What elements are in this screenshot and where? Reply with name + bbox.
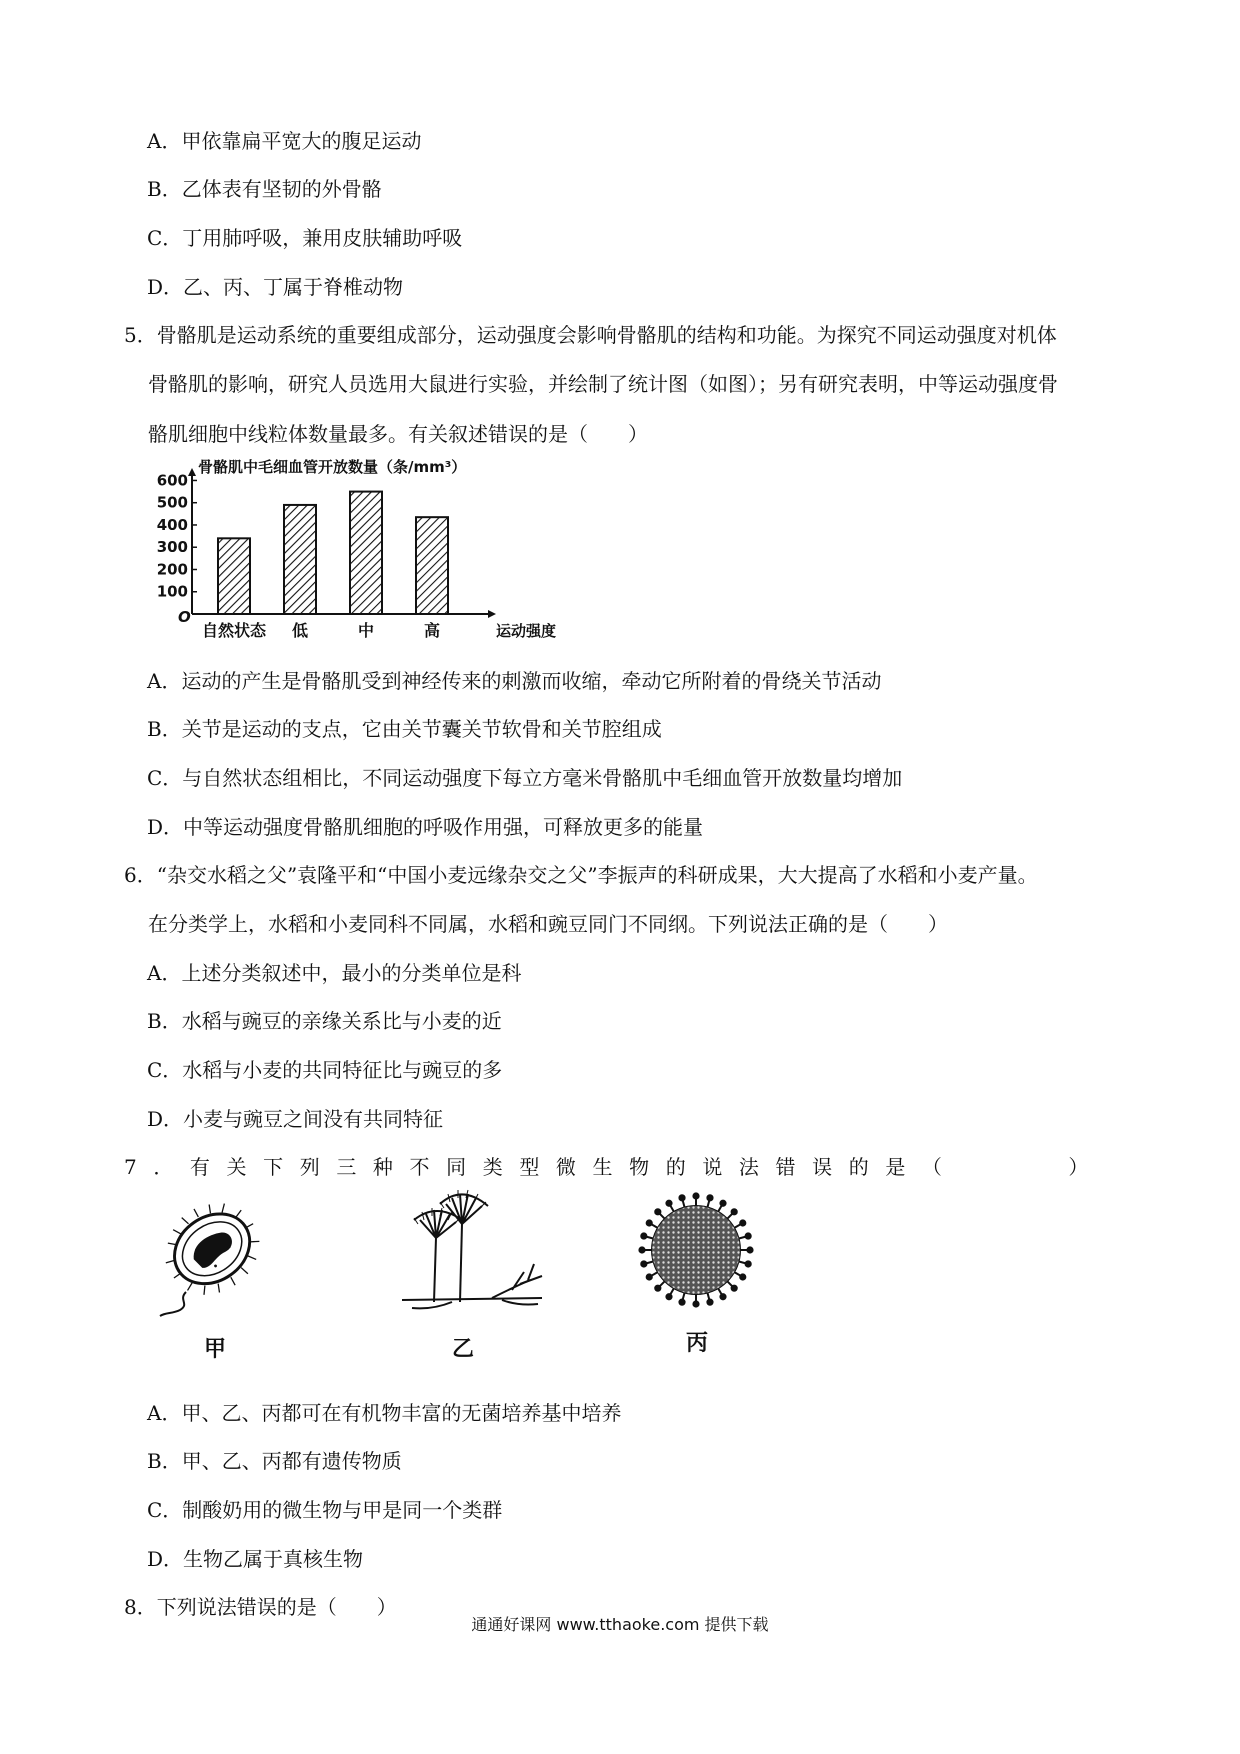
q4-option-a: A．甲依靠扁平宽大的腹足运动 (147, 129, 422, 153)
x-category-label: 低 (291, 621, 309, 640)
y-tick-label: 100 (156, 582, 188, 601)
q6-option-b: B．水稻与豌豆的亲缘关系比与小麦的近 (147, 1009, 502, 1033)
bar-1 (284, 505, 316, 614)
y-tick-label: 300 (156, 538, 188, 557)
x-category-label: 自然状态 (201, 621, 267, 640)
q4-option-c: C．丁用肺呼吸，兼用皮肤辅助呼吸 (147, 226, 463, 250)
q5-option-a: A．运动的产生是骨骼肌受到神经传来的刺激而收缩，牵动它所附着的骨绕关节活动 (147, 669, 882, 693)
chart-title: 骨骼肌中毛细血管开放数量（条/mm³） (198, 458, 467, 476)
q7-stem: 7．有关下列三种不同类型微生物的说法错误的是（ ） (124, 1155, 1105, 1179)
q4-option-b: B．乙体表有坚韧的外骨骼 (147, 177, 382, 201)
mold-icon (392, 1180, 552, 1320)
q6-option-d: D．小麦与豌豆之间没有共同特征 (147, 1107, 444, 1131)
figure-label-bing: 丙 (686, 1331, 709, 1356)
x-category-label: 高 (423, 621, 441, 640)
q5-stem-line-3: 骼肌细胞中线粒体数量最多。有关叙述错误的是（ ） (148, 422, 648, 446)
origin-label: O (178, 608, 191, 626)
q5-option-c: C．与自然状态组相比，不同运动强度下每立方毫米骨骼肌中毛细血管开放数量均增加 (147, 766, 903, 790)
q7-option-b: B．甲、乙、丙都有遗传物质 (147, 1449, 402, 1473)
q8-stem: 8．下列说法错误的是（ ） (124, 1595, 397, 1619)
bacterium-icon (158, 1182, 278, 1322)
bar-3 (416, 517, 448, 614)
q5-option-d: D．中等运动强度骨骼肌细胞的呼吸作用强，可释放更多的能量 (147, 815, 704, 839)
q6-option-a: A．上述分类叙述中，最小的分类单位是科 (147, 961, 522, 985)
bar-0 (218, 538, 250, 614)
virus-icon (636, 1190, 756, 1310)
q6-stem-line-2: 在分类学上，水稻和小麦同科不同属，水稻和豌豆同门不同纲。下列说法正确的是（ ） (148, 912, 948, 936)
y-axis-arrow (188, 468, 196, 476)
y-tick-label: 500 (156, 493, 188, 512)
x-axis-label: 运动强度 (496, 622, 557, 640)
y-tick-label: 200 (156, 560, 188, 579)
figure-label-yi: 乙 (452, 1337, 475, 1362)
y-tick-label: 400 (156, 515, 188, 534)
capillary-bar-chart (150, 458, 560, 654)
bar-2 (350, 492, 382, 614)
q4-option-d: D．乙、丙、丁属于脊椎动物 (147, 275, 404, 299)
q5-stem-line-1: 5．骨骼肌是运动系统的重要组成部分，运动强度会影响骨骼肌的结构和功能。为探究不同运动强度对机体 (124, 323, 1057, 347)
q6-option-c: C．水稻与小麦的共同特征比与豌豆的多 (147, 1058, 503, 1082)
q7-option-c: C．制酸奶用的微生物与甲是同一个类群 (147, 1498, 503, 1522)
q7-option-d: D．生物乙属于真核生物 (147, 1547, 364, 1571)
x-axis-arrow (488, 610, 496, 618)
page-footer: 通通好课网 www.tthaoke.com 提供下载 (471, 1615, 769, 1634)
x-category-label: 中 (357, 621, 375, 640)
q5-option-b: B．关节是运动的支点，它由关节囊关节软骨和关节腔组成 (147, 717, 662, 741)
q7-option-a: A．甲、乙、丙都可在有机物丰富的无菌培养基中培养 (147, 1401, 622, 1425)
q5-stem-line-2: 骨骼肌的影响，研究人员选用大鼠进行实验，并绘制了统计图（如图）；另有研究表明，中等运动强度骨 (148, 372, 1058, 396)
y-tick-label: 600 (156, 471, 188, 490)
q6-stem-line-1: 6．“杂交水稻之父”袁隆平和“中国小麦远缘杂交之父”李振声的科研成果，大大提高了水稻和小麦产量。 (124, 863, 1038, 887)
figure-label-jia: 甲 (204, 1337, 227, 1362)
